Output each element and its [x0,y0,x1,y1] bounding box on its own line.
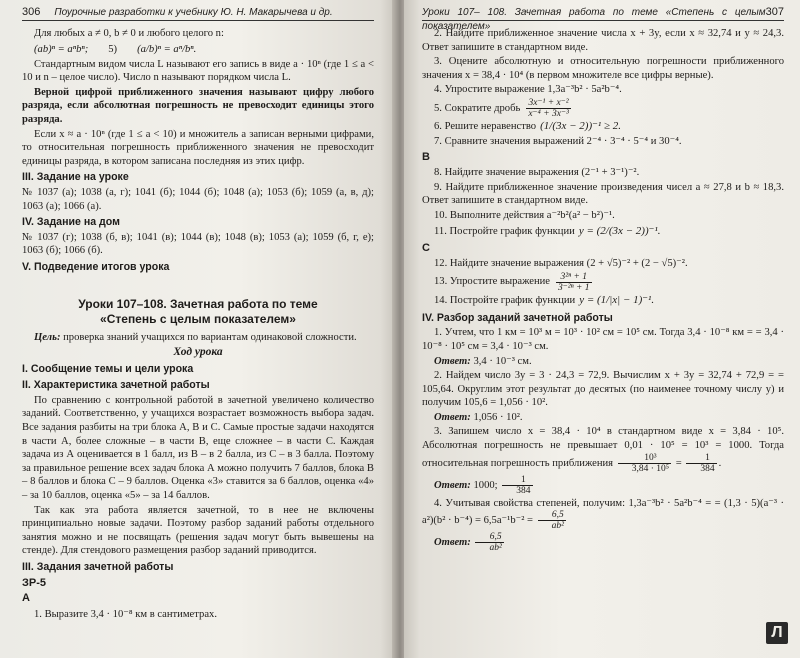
right-running-head [422,6,784,32]
lesson-course-heading: Ход урока [173,346,223,359]
section-summary-heading: V. Подведение итогов урока [22,260,170,273]
task-5 [434,98,784,119]
block-b-label: В [422,150,430,163]
right-running-title: Уроки 107– 108. Зачетная работа по теме «Степень с целым показателем» [422,7,766,32]
answer-3-fraction-2 [686,453,716,474]
task-14 [434,293,784,309]
task-11-label: 11. Постройте график функции [434,225,575,237]
lesson-title [22,297,374,327]
left-page [0,0,396,658]
answer-3-denominator-2: 384 [700,463,715,474]
answer-3-value-numerator: 1 [502,475,532,486]
answer-3-text: 3. Запишем число x = 38,4 · 10⁴ в стандартном виде x = 3,84 · 10⁵. Абсолютная погрешность не превышает 0,01 · 10⁵ = 10³ = 1000. Тогда относительная погрешность приближения [422,426,784,469]
characteristics-paragraph: По сравнению с контрольной работой в зачетной увеличено количество заданий. Соответственно, у учащихся возрастает возможность выбора задач. Все задания разбиты на три блока А, В и С. Самые простые задачи находятся в части А, более сложные – в части В, еще сложнее – в части С. Каждая задача из А оценивается в 1 балл, из В – в 2 балла, из С – в 3 балла. Поэтому за правильное решение всех задач блока А можно получить 7 баллов, блока В – 8 баллов и блока С – 9 баллов. Оценка «3» ставится за 6 баллов, оценка «4» – за 10 баллов, оценка «5» – за 14 баллов. [22,394,374,502]
task-6 [434,119,784,135]
lesson-title-line1: Уроки 107–108. Зачетная работа по теме [78,296,318,311]
task-11-expression: y = (2/(3x − 2))⁻¹. [578,224,661,237]
left-page-number: 306 [22,6,41,18]
task-13-numerator: 3²ⁿ + 1 [556,272,592,283]
homework-tasks: № 1037 (г); 1038 (б, в); 1041 (в); 1044 (в); 1048 (в); 1053 (а); 1059 (б, г, е); 1063 (б); 1066 (б). [22,231,374,257]
answer-3-numerator-2: 1 [686,453,716,464]
answer-4-label: Ответ: [434,537,471,549]
task-11 [434,224,784,240]
test-code: ЗР-5 [22,576,47,589]
answer-3 [422,475,784,496]
relative-error-rule: Если x ≈ a · 10ⁿ (где 1 ≤ a < 10) и множитель a записан верными цифрами, то относительная погрешность приближенного значения не превосходит единицы разряда, в котором записана последняя из этих цифр. [22,128,374,167]
block-c-label: С [422,241,430,254]
answer-4-numerator: 6,5 [538,510,566,521]
task-12: 12. Найдите значение выражения (2 + √5)⁻² + (2 − √5)⁻². [434,258,688,270]
answer-2 [422,411,784,425]
section-homework-heading: IV. Задание на дом [22,216,120,229]
publisher-logo-icon: Л [766,622,788,644]
classwork-tasks: № 1037 (а); 1038 (а, г); 1041 (б); 1044 (б); 1048 (а); 1053 (б); 1059 (а, в, д); 1063 (а); 1066 (а). [22,186,374,212]
task-5-label: 5. Сократите дробь [434,102,521,114]
answer-3-numerator: 10³ [618,453,671,464]
task-5-fraction [526,98,571,119]
right-page [404,0,800,658]
task-9: 9. Найдите приближенное значение произведения чисел a ≈ 27,8 и b ≈ 18,3. Ответ запишите в стандартном виде. [422,181,784,207]
standard-form-definition: Стандартным видом числа L называют его запись в виде a · 10ⁿ (где 1 ≤ a < 10 и n – целое число). Число n называют порядком числа L. [22,58,374,84]
answer-4-solution [422,497,784,532]
answer-3-value-fraction [502,475,532,496]
answer-4-value-numerator: 6,5 [475,532,503,543]
left-running-title: Поурочные разработки к учебнику Ю. Н. Макарычева и др. [54,7,333,18]
answer-1 [422,355,784,369]
answer-1-value: 3,4 · 10⁻³ см. [473,355,532,367]
left-running-head [22,6,374,21]
block-a-label: А [22,592,30,605]
task-13-label: 13. Упростите выражение [434,276,551,288]
answer-2-value: 1,056 · 10². [473,411,523,423]
answer-3-dot: . [718,457,722,469]
task-2: 2. Найдите приближенное значение числа x + 3y, если x ≈ 32,74 и y ≈ 24,3. Ответ запишите в стандартном виде. [422,28,784,53]
answer-1-label: Ответ: [434,355,471,367]
answer-4-text: 4. Учитывая свойства степеней, получим: 1,3a⁻³b² · 5a²b⁻⁴ = = (1,3 · 5)(a⁻³ · a²)(b² · b⁻⁴) = 6,5a⁻¹b⁻² = [422,497,784,527]
answer-3-denominator: 3,84 · 10⁵ [631,463,670,474]
formula-5: (a/b)ⁿ = aⁿ/bⁿ. [137,43,197,55]
answer-4 [422,532,784,553]
formula-5-label: 5) [108,43,118,55]
task-13 [434,272,784,293]
answer-4-value-fraction [475,532,503,553]
section-characteristics-heading: II. Характеристика зачетной работы [22,379,210,392]
answer-3-label: Ответ: [434,479,471,491]
answer-3-fraction [618,453,671,474]
goal-label: Цель: [34,331,61,343]
answer-3-solution [422,425,784,473]
task-14-label: 14. Постройте график функции [434,294,576,306]
section-test-tasks-heading: III. Задания зачетной работы [22,561,174,573]
answer-4-denominator: ab² [551,521,565,532]
formula-4: (ab)ⁿ = aⁿbⁿ; [34,43,89,55]
task-6-expression: (1/(3x − 2))⁻¹ ≥ 2. [540,120,622,133]
answer-3-equals: = [675,457,682,469]
answer-4-value-denominator: ab² [489,543,502,554]
true-digit-definition: Верной цифрой приближенного значения называют цифру любого разряда, если абсолютная погрешность не превосходит единицы этого разряда. [22,86,374,125]
task-5-denominator: x⁻⁴ + 3x⁻³ [528,108,569,119]
section-topic-heading: I. Сообщение темы и цели урока [22,362,194,375]
answer-2-solution: 2. Найдем число 3y = 3 · 24,3 = 72,9. Вычислим x + 3y = 32,74 + 72,9 = = 105,64. Округлим этот результат до десятых (по наименее точному числу y) и получим 105,6 = 1,056 · 10². [422,370,784,409]
section-classwork-heading: III. Задание на уроке [22,171,129,184]
lesson-title-line2: «Степень с целым показателем» [100,311,296,326]
intro-line: Для любых a ≠ 0, b ≠ 0 и любого целого n: [34,28,224,39]
answer-3-value: 1000; [473,479,498,491]
test-note-paragraph: Так как эта работа является зачетной, то в нее не включены принципиально новые задачи. Поэтому разбор заданий работы отдельного занятия можно и не посвящать (решения задач могут быть вывешены на стенде). Для стендового размещения разбор заданий приводится. [22,504,374,557]
task-10: 10. Выполните действия a⁻²b²(a² − b²)⁻¹. [434,209,615,221]
task-4: 4. Упростите выражение 1,3a⁻³b² · 5a²b⁻⁴. [434,84,622,96]
task-7: 7. Сравните значения выражений 2⁻⁴ · 3⁻⁴ · 5⁻⁴ и 30⁻⁴. [434,135,682,147]
task-13-fraction [556,272,592,293]
section-analysis-heading: IV. Разбор заданий зачетной работы [422,311,613,324]
task-6-label: 6. Решите неравенство [434,121,537,133]
task-14-expression: y = (1/|x| − 1)⁻¹. [579,293,655,306]
task-3: 3. Оцените абсолютную и относительную погрешности приближенного значения x = 38,4 · 10⁴ (в первом множителе все цифры верные). [422,56,784,81]
answer-2-label: Ответ: [434,411,471,423]
goal-text: проверка знаний учащихся по вариантам одинаковой сложности. [63,331,357,343]
task-8: 8. Найдите значение выражения (2⁻¹ + 3⁻¹)⁻². [434,167,640,179]
task-13-denominator: 3⁻²ⁿ + 1 [558,282,590,293]
lesson-goal [22,331,374,345]
task-5-numerator: 3x⁻¹ + x⁻² [526,98,571,109]
right-page-number: 307 [765,6,784,18]
answer-1-solution: 1. Учтем, что 1 км = 10³ м = 10³ · 10² см = 10⁵ см. Тогда 3,4 · 10⁻⁸ км = = 3,4 · 10⁻⁸ · 10⁵ см = 3,4 · 10⁻³ см. [422,327,784,352]
answer-3-value-denominator: 384 [516,485,531,496]
answer-4-fraction [538,510,566,531]
task-1: 1. Выразите 3,4 · 10⁻⁸ км в сантиметрах. [34,608,217,620]
